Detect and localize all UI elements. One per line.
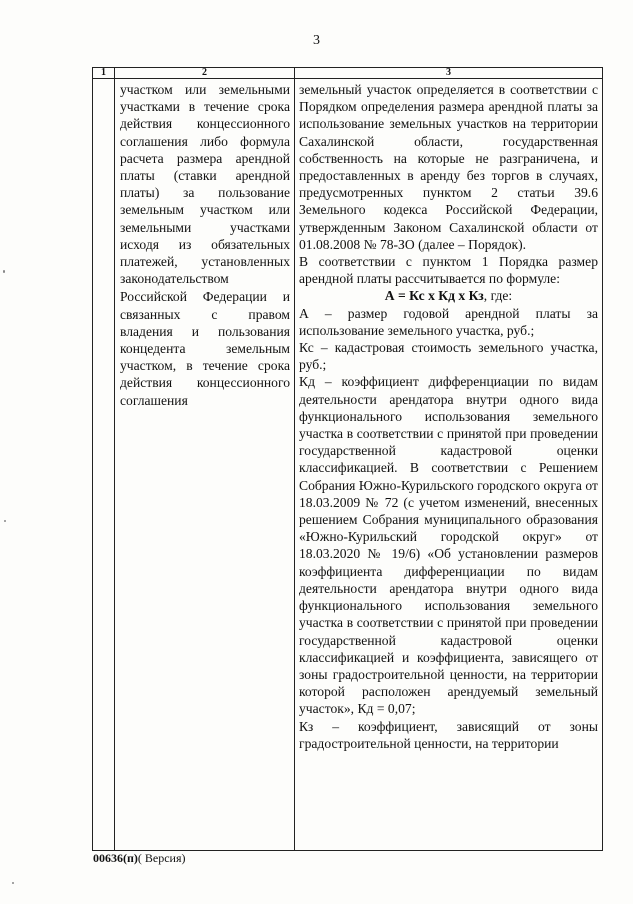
scan-speck — [12, 882, 14, 884]
column-3-paragraph: Кд – коэффициент дифференциации по видам деятельности арендатора внутри одного вида функционального использования земельного участка в соответствии с принятой при проведении государственной кадастровой оценки классификацией. В соответствии с Решением Собрания Южно-Курильского городского округа от 18.03.2009 № 72 (с учетом изменений, внесенных решением Собрания муниципального образования «Южно-Курильский городской округ» от 18.03.2020 № 19/6) «Об установлении размеров коэффициента дифференциации по видам деятельности арендатора внутри одного вида функционального использования земельного участка в соответствии с принятой при проведении государственной кадастровой оценки классификацией и коэффициента, зависящего от зоны градостроительной ценности, на территории которой расположен арендуемый земельный участок», Кд = 0,07; — [299, 374, 598, 717]
column-header-2: 2 — [115, 68, 295, 79]
column-1-cell — [93, 79, 115, 851]
document-table — [92, 67, 603, 851]
formula-suffix: , где: — [483, 288, 513, 304]
column-3-paragraph: Кс – кадастровая стоимость земельного участка, руб.; — [299, 340, 598, 373]
table-body-row — [93, 79, 603, 851]
table-header-row — [93, 68, 603, 79]
column-2-paragraph: Российской Федерации и связанных с правом владения и пользования концедента земельным участком, в течение срока действия концессионного соглашения — [120, 289, 290, 408]
column-3-paragraph: земельный участок определяется в соответствии с Порядком определения размера арендной платы за использование земельных участков на территории Сахалинской области, государственная собственность на которые не разграничена, и предоставленных в аренду без торгов в случаях, предусмотренных пунктом 2 статьи 39.6 Земельного кодекса Российской Федерации, утвержденным Законом Сахалинской области от 01.08.2008 № 78-ЗО (далее – Порядок). — [299, 82, 598, 252]
scan-speck — [3, 270, 5, 273]
page-number: 3 — [313, 33, 320, 48]
column-3-paragraph: Кз – коэффициент, зависящий от зоны градостроительной ценности, на территории — [299, 718, 598, 751]
column-2-paragraph: участком или земельными участками в течение срока действия концессионного соглашения либо формула расчета размера арендной платы (ставки арендной платы) за пользование земельным участком или земельными участками исходя из обязательных платежей, установленных законодательством — [120, 82, 290, 287]
scan-speck — [4, 520, 6, 522]
column-2-cell — [115, 79, 295, 851]
footer-version: ( Версия) — [137, 851, 186, 865]
formula — [299, 287, 598, 304]
column-3-cell — [295, 79, 603, 851]
column-3-paragraph: А – размер годовой арендной платы за использование земельного участка, руб.; — [299, 305, 598, 338]
column-3-paragraph: В соответствии с пунктом 1 Порядка размер арендной платы рассчитывается по формуле: — [299, 254, 598, 287]
column-header-1: 1 — [93, 68, 115, 79]
footer — [93, 851, 186, 866]
column-header-3: 3 — [295, 68, 603, 79]
footer-code: 00636(п) — [93, 851, 138, 865]
formula-expression: А = Кс х Кд х Кз — [384, 288, 484, 304]
